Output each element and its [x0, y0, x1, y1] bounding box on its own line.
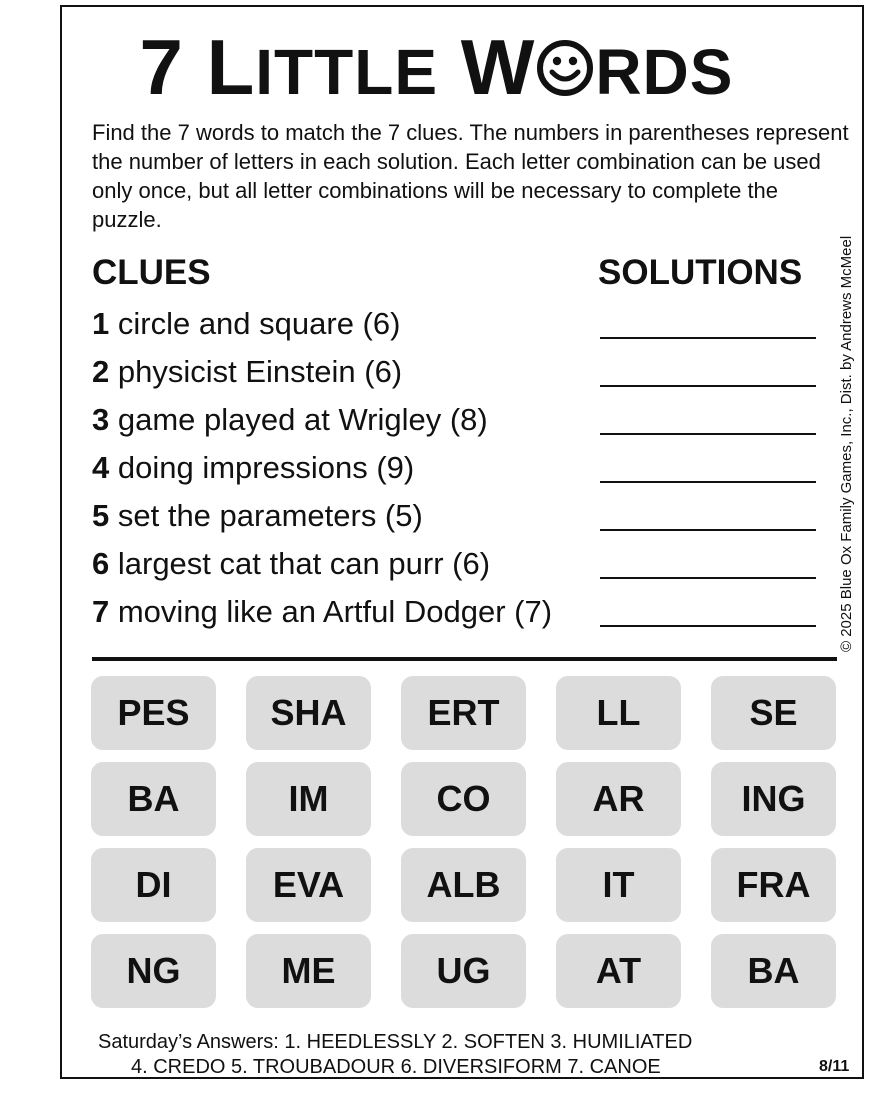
letter-tile[interactable]: FRA	[711, 848, 836, 922]
instructions-text: Find the 7 words to match the 7 clues. The numbers in parentheses represent the number of letters in each solution. Each letter combination can be used only once, but all letter combinations will be necessary to complete the puzzle.	[92, 120, 849, 232]
clue-number: 1	[92, 306, 110, 341]
letter-tile[interactable]: BA	[91, 762, 216, 836]
letter-tile[interactable]: IT	[556, 848, 681, 922]
clue-text: circle and square (6)	[109, 306, 401, 341]
clue-number: 3	[92, 402, 110, 437]
letter-tile[interactable]: AR	[556, 762, 681, 836]
letter-tile[interactable]: NG	[91, 934, 216, 1008]
letter-tile[interactable]: UG	[401, 934, 526, 1008]
title-little-initial: L	[206, 23, 256, 111]
solutions-heading: SOLUTIONS	[598, 253, 803, 292]
letter-tile[interactable]: EVA	[246, 848, 371, 922]
clue-row	[92, 544, 822, 592]
clue-number: 2	[92, 354, 110, 389]
clue-row	[92, 448, 822, 496]
letter-tile[interactable]: ERT	[401, 676, 526, 750]
puzzle-title	[0, 22, 873, 117]
clue-row	[92, 352, 822, 400]
solution-blank[interactable]	[600, 577, 816, 579]
solution-blank[interactable]	[600, 433, 816, 435]
clue-text: physicist Einstein (6)	[109, 354, 403, 389]
clue-text: game played at Wrigley (8)	[109, 402, 488, 437]
clue-text: largest cat that can purr (6)	[109, 546, 491, 581]
title-word-little	[207, 23, 461, 111]
clue-number: 5	[92, 498, 110, 533]
letter-tile[interactable]: PES	[91, 676, 216, 750]
clue-text: moving like an Artful Dodger (7)	[109, 594, 553, 629]
section-divider	[92, 657, 837, 661]
solution-blank[interactable]	[600, 529, 816, 531]
letter-tile[interactable]: LL	[556, 676, 681, 750]
letter-tile[interactable]: ING	[711, 762, 836, 836]
clue-text: doing impressions (9)	[109, 450, 415, 485]
clue-row	[92, 496, 822, 544]
clue-number: 4	[92, 450, 110, 485]
clue-number: 6	[92, 546, 110, 581]
clue-row	[92, 304, 822, 352]
solution-blank[interactable]	[600, 385, 816, 387]
letter-tile[interactable]: SE	[711, 676, 836, 750]
clues-heading: CLUES	[92, 253, 211, 292]
letter-tile[interactable]: AT	[556, 934, 681, 1008]
clue-row	[92, 592, 822, 640]
title-little-rest: ITTLE	[255, 36, 439, 108]
letter-tile[interactable]: SHA	[246, 676, 371, 750]
title-words-initial: W	[460, 23, 536, 111]
solution-blank[interactable]	[600, 481, 816, 483]
copyright-credit: © 2025 Blue Ox Family Games, Inc., Dist. by Andrews McMeel	[838, 235, 855, 652]
title-number: 7	[139, 23, 184, 111]
title-words-rest: RDS	[595, 36, 734, 108]
previous-answers-line-1: Saturday’s Answers: 1. HEEDLESSLY 2. SOFTEN 3. HUMILIATED	[98, 1031, 693, 1053]
clue-row	[92, 400, 822, 448]
solution-blank[interactable]	[600, 337, 816, 339]
letter-tile[interactable]: IM	[246, 762, 371, 836]
letter-tile[interactable]: DI	[91, 848, 216, 922]
solution-blank[interactable]	[600, 625, 816, 627]
previous-answers	[98, 1030, 838, 1080]
title-word-words	[461, 23, 734, 111]
smiley-face-icon	[536, 39, 594, 97]
letter-tile-grid	[91, 676, 837, 1008]
puzzle-date: 8/11	[819, 1058, 850, 1075]
previous-answers-line-2: 4. CREDO 5. TROUBADOUR 6. DIVERSIFORM 7. CANOE	[131, 1056, 661, 1078]
letter-tile[interactable]: ALB	[401, 848, 526, 922]
clue-list	[92, 304, 822, 640]
letter-tile[interactable]: ME	[246, 934, 371, 1008]
letter-tile[interactable]: BA	[711, 934, 836, 1008]
letter-tile[interactable]: CO	[401, 762, 526, 836]
clue-text: set the parameters (5)	[109, 498, 423, 533]
clue-number: 7	[92, 594, 110, 629]
